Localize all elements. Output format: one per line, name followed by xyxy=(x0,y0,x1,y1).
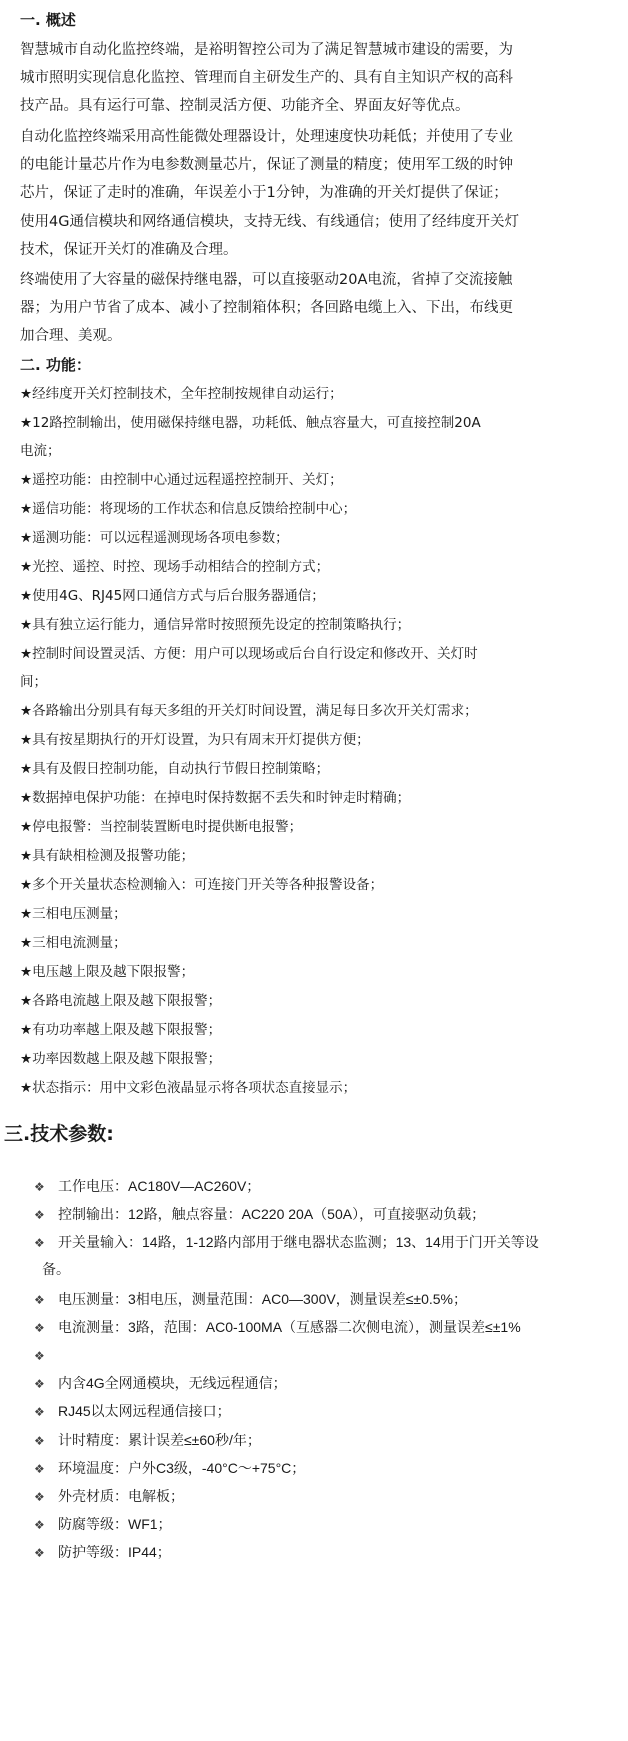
diamond-bullet-icon: ❖ xyxy=(34,1349,45,1363)
diamond-bullet-icon: ❖ xyxy=(34,1462,45,1476)
functions-heading: 二. 功能： xyxy=(20,356,91,374)
diamond-bullet-icon: ❖ xyxy=(34,1208,45,1222)
function-item: ★状态指示：用中文彩色液晶显示将各项状态直接显示； xyxy=(20,1080,357,1096)
spec-text: 计时精度：累计误差≤±60秒/年； xyxy=(58,1432,261,1448)
spec-item xyxy=(34,1542,171,1563)
function-item: ★具有缺相检测及报警功能； xyxy=(20,848,195,864)
function-item: ★具有独立运行能力，通信异常时按照预先设定的控制策略执行； xyxy=(20,617,411,633)
function-item: ★多个开关量状态检测输入：可连接门开关等各种报警设备； xyxy=(20,877,384,893)
spec-text: 电压测量：3相电压，测量范围：AC0—300V，测量误差≤±0.5%； xyxy=(58,1291,467,1307)
overview-line: 器；为用户节省了成本、减小了控制箱体积；各回路电缆上入、下出，布线更 xyxy=(20,300,513,316)
function-item: ★各路电流越上限及越下限报警； xyxy=(20,993,222,1009)
spec-text: 工作电压：AC180V—AC260V； xyxy=(58,1178,261,1194)
overview-heading: 一. 概述 xyxy=(20,11,76,29)
spec-item xyxy=(34,1176,260,1197)
spec-item xyxy=(34,1204,485,1225)
function-item: ★控制时间设置灵活、方便：用户可以现场或后台自行设定和修改开、关灯时 xyxy=(20,646,478,662)
spec-text: 环境温度：户外C3级，-40°C～+75°C； xyxy=(58,1460,306,1476)
spec-item xyxy=(34,1458,305,1479)
function-item: ★停电报警：当控制装置断电时提供断电报警； xyxy=(20,819,303,835)
spec-item xyxy=(34,1232,539,1253)
spec-continuation: 备。 xyxy=(42,1262,70,1278)
diamond-bullet-icon: ❖ xyxy=(34,1434,45,1448)
spec-text: 控制输出：12路，触点容量：AC220 20A（50A），可直接驱动负载； xyxy=(58,1206,486,1222)
spec-text: 开关量输入：14路，1-12路内部用于继电器状态监测；13、14用于门开关等设 xyxy=(58,1234,539,1250)
overview-line: 加合理、美观。 xyxy=(20,328,122,344)
diamond-bullet-icon: ❖ xyxy=(34,1377,45,1391)
spec-item xyxy=(34,1514,172,1535)
function-item: 电流； xyxy=(20,443,61,459)
overview-line: 芯片，保证了走时的准确，年误差小于1分钟，为准确的开关灯提供了保证； xyxy=(20,185,508,201)
spec-item xyxy=(34,1373,287,1394)
function-item: ★有功功率越上限及越下限报警； xyxy=(20,1022,222,1038)
function-item: ★经纬度开关灯控制技术，全年控制按规律自动运行； xyxy=(20,386,343,402)
function-item: ★遥控功能：由控制中心通过远程遥控控制开、关灯； xyxy=(20,472,343,488)
diamond-bullet-icon: ❖ xyxy=(34,1180,45,1194)
overview-line: 终端使用了大容量的磁保持继电器，可以直接驱动20A电流，省掉了交流接触 xyxy=(20,272,513,288)
spec-text: 内含4G全网通模块，无线远程通信； xyxy=(58,1375,287,1391)
function-item: 间； xyxy=(20,674,47,690)
spec-item xyxy=(34,1486,184,1507)
function-item: ★使用4G、RJ45网口通信方式与后台服务器通信； xyxy=(20,588,325,604)
function-item: ★三相电压测量； xyxy=(20,906,127,922)
diamond-bullet-icon: ❖ xyxy=(34,1490,45,1504)
overview-line: 技产品。具有运行可靠、控制灵活方便、功能齐全、界面友好等优点。 xyxy=(20,98,470,114)
spec-text: 外壳材质：电解板； xyxy=(58,1488,184,1504)
diamond-bullet-icon: ❖ xyxy=(34,1518,45,1532)
spec-item xyxy=(34,1401,231,1422)
function-item: ★电压越上限及越下限报警； xyxy=(20,964,195,980)
specs-heading: 三.技术参数: xyxy=(4,1123,114,1145)
diamond-bullet-icon: ❖ xyxy=(34,1236,45,1250)
function-item: ★各路输出分别具有每天多组的开关灯时间设置，满足每日多次开关灯需求； xyxy=(20,703,478,719)
function-item: ★数据掉电保护功能：在掉电时保持数据不丢失和时钟走时精确； xyxy=(20,790,411,806)
overview-line: 智慧城市自动化监控终端，是裕明智控公司为了满足智慧城市建设的需要，为 xyxy=(20,42,513,58)
overview-line: 使用4G通信模块和网络通信模块，支持无线、有线通信；使用了经纬度开关灯 xyxy=(20,214,519,230)
overview-line: 技术，保证开关灯的准确及合理。 xyxy=(20,242,238,258)
spec-item xyxy=(34,1430,261,1451)
function-item: ★遥测功能：可以远程遥测现场各项电参数； xyxy=(20,530,289,546)
diamond-bullet-icon: ❖ xyxy=(34,1321,45,1335)
overview-line: 的电能计量芯片作为电参数测量芯片，保证了测量的精度；使用军工级的时钟 xyxy=(20,157,513,173)
function-item: ★遥信功能：将现场的工作状态和信息反馈给控制中心； xyxy=(20,501,357,517)
spec-text: 防护等级：IP44； xyxy=(58,1544,171,1560)
function-item: ★具有按星期执行的开灯设置，为只有周末开灯提供方便； xyxy=(20,732,370,748)
overview-line: 城市照明实现信息化监控、管理而自主研发生产的、具有自主知识产权的高科 xyxy=(20,70,513,86)
function-item: ★光控、遥控、时控、现场手动相结合的控制方式； xyxy=(20,559,330,575)
function-item: ★12路控制输出，使用磁保持继电器，功耗低、触点容量大，可直接控制20A xyxy=(20,415,481,431)
function-item: ★功率因数越上限及越下限报警； xyxy=(20,1051,222,1067)
spec-text: 防腐等级：WF1； xyxy=(58,1516,172,1532)
spec-item xyxy=(34,1345,58,1366)
spec-item xyxy=(34,1317,521,1338)
overview-line: 自动化监控终端采用高性能微处理器设计，处理速度快功耗低；并使用了专业 xyxy=(20,129,513,145)
function-item: ★三相电流测量； xyxy=(20,935,127,951)
function-item: ★具有及假日控制功能，自动执行节假日控制策略； xyxy=(20,761,330,777)
diamond-bullet-icon: ❖ xyxy=(34,1405,45,1419)
spec-text: RJ45以太网远程通信接口； xyxy=(58,1403,231,1419)
diamond-bullet-icon: ❖ xyxy=(34,1546,45,1560)
spec-item xyxy=(34,1289,467,1310)
diamond-bullet-icon: ❖ xyxy=(34,1293,45,1307)
spec-text: 电流测量：3路，范围：AC0-100MA（互感器二次侧电流），测量误差≤±1% xyxy=(58,1319,521,1335)
